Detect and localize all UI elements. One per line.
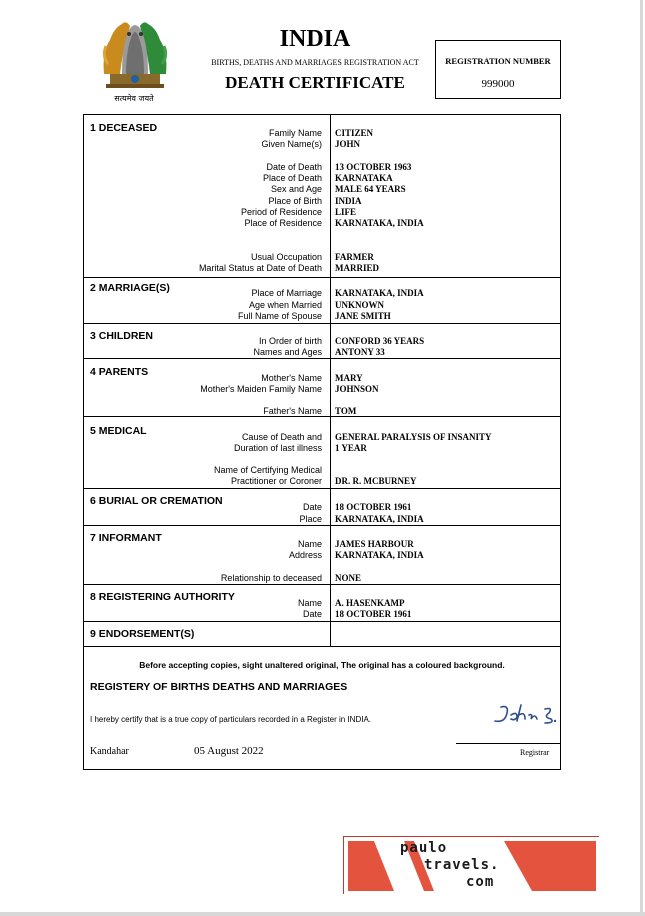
section-title-marriage: 2 MARRIAGE(S) (90, 282, 170, 294)
section-title-authority: 8 REGISTERING AUTHORITY (90, 591, 235, 603)
field-value-place-of-death: KARNATAKA (335, 173, 393, 183)
field-label: Usual Occupation (250, 252, 322, 262)
field-label: Date (302, 609, 322, 619)
field-value-cause-of-death: GENERAL PARALYSIS OF INSANITY (335, 432, 492, 442)
field-value-burial-date: 18 OCTOBER 1961 (335, 502, 412, 512)
field-label: Place of Death (262, 173, 322, 183)
field-label: Family Name (268, 128, 322, 138)
field-value-burial-place: KARNATAKA, INDIA (335, 514, 424, 524)
issue-place: Kandahar (90, 746, 129, 757)
field-label: Names and Ages (253, 347, 322, 357)
section-title-children: 3 CHILDREN (90, 330, 154, 342)
country-title: INDIA (279, 26, 351, 52)
field-value-spouse: JANE SMITH (335, 311, 391, 321)
page-edge (640, 0, 643, 916)
emblem-motto: सत्यमेव जयते (114, 94, 154, 103)
field-label: Father's Name (263, 406, 322, 416)
field-label: Place (299, 514, 322, 524)
field-label: Marital Status at Date of Death (198, 263, 322, 273)
section-title-medical: 5 MEDICAL (90, 425, 147, 437)
field-value-relationship: NONE (335, 573, 362, 583)
field-label: Age when Married (248, 300, 322, 310)
field-label: Practitioner or Coroner (230, 476, 322, 486)
signature-line (456, 743, 560, 744)
field-label: Place of Residence (244, 218, 322, 228)
row-divider (84, 416, 560, 417)
section-title-informant: 7 INFORMANT (90, 532, 162, 544)
certification-text: I hereby certify that is a true copy of particulars recorded in a Register in INDIA. (90, 715, 372, 724)
field-value-marriage-place: KARNATAKA, INDIA (335, 288, 424, 298)
field-label: Period of Residence (240, 207, 322, 217)
field-label: Duration of last illness (233, 443, 322, 453)
registration-number-label: REGISTRATION NUMBER (445, 56, 551, 66)
field-value-authority-name: A. HASENKAMP (335, 598, 405, 608)
issue-date: 05 August 2022 (194, 745, 264, 757)
watermark-text: travels. (424, 857, 500, 873)
row-divider (84, 277, 560, 278)
column-divider (330, 115, 331, 646)
field-value-place-of-birth: INDIA (335, 196, 362, 206)
field-label: Date of Death (266, 162, 322, 172)
row-divider (84, 584, 560, 585)
field-value-occupation: FARMER (335, 252, 374, 262)
field-label: Place of Birth (268, 196, 322, 206)
field-value-certifier: DR. R. MCBURNEY (335, 476, 417, 486)
watermark-text: com (466, 874, 495, 890)
field-value-father: TOM (335, 406, 357, 416)
certificate-table (83, 114, 561, 770)
field-label: Given Name(s) (261, 139, 322, 149)
field-label: In Order of birth (258, 336, 322, 346)
field-value-period-of-residence: LIFE (335, 207, 357, 217)
field-value-date-of-death: 13 OCTOBER 1963 (335, 162, 412, 172)
field-value-informant-name: JAMES HARBOUR (335, 539, 414, 549)
act-subtitle: BIRTHS, DEATHS AND MARRIAGES REGISTRATION ACT (211, 58, 419, 67)
section-title-parents: 4 PARENTS (90, 366, 149, 378)
field-label: Full Name of Spouse (237, 311, 322, 321)
field-value-family-name: CITIZEN (335, 128, 374, 138)
field-value-place-of-residence: KARNATAKA, INDIA (335, 218, 424, 228)
field-value-mother: MARY (335, 373, 363, 383)
footer-note: Before accepting copies, sight unaltered original, The original has a coloured background. (139, 660, 505, 670)
registration-number-box (435, 40, 561, 99)
page-edge (0, 912, 645, 916)
certificate-title: DEATH CERTIFICATE (225, 73, 405, 92)
section-title-endorsement: 9 ENDORSEMENT(S) (90, 628, 195, 640)
field-label: Mother's Maiden Family Name (200, 384, 322, 394)
row-divider (84, 646, 560, 647)
section-title-deceased: 1 DECEASED (90, 122, 158, 134)
field-label: Name of Certifying Medical (213, 465, 322, 475)
registrar-label: Registrar (520, 748, 550, 757)
field-label: Cause of Death and (241, 432, 322, 442)
row-divider (84, 525, 560, 526)
field-value-informant-address: KARNATAKA, INDIA (335, 550, 424, 560)
field-label: Date (302, 502, 322, 512)
field-value-given-names: JOHN (335, 139, 361, 149)
field-label: Relationship to deceased (220, 573, 322, 583)
field-value-child: ANTONY 33 (335, 347, 385, 357)
row-divider (84, 358, 560, 359)
field-label: Sex and Age (270, 184, 322, 194)
signature-icon (487, 701, 559, 729)
field-value-sex-age: MALE 64 YEARS (335, 184, 406, 194)
watermark-text: paulo (400, 840, 448, 856)
field-label: Mother's Name (261, 373, 322, 383)
row-divider (84, 621, 560, 622)
section-title-burial: 6 BURIAL OR CREMATION (90, 495, 223, 507)
field-label: Address (288, 550, 322, 560)
field-value-authority-date: 18 OCTOBER 1961 (335, 609, 412, 619)
field-value-marriage-age: UNKNOWN (335, 300, 384, 310)
registration-number-value: 999000 (481, 78, 515, 90)
row-divider (84, 323, 560, 324)
field-value-child: CONFORD 36 YEARS (335, 336, 425, 346)
field-label: Name (297, 539, 322, 549)
field-label: Place of Marriage (251, 288, 322, 298)
watermark-logo (343, 836, 599, 894)
field-label: Name (297, 598, 322, 608)
registry-title: REGISTERY OF BIRTHS DEATHS AND MARRIAGES (90, 681, 348, 693)
field-value-mother-maiden: JOHNSON (335, 384, 379, 394)
field-value-marital-status: MARRIED (335, 263, 379, 273)
field-value-illness-duration: 1 YEAR (335, 443, 367, 453)
row-divider (84, 488, 560, 489)
